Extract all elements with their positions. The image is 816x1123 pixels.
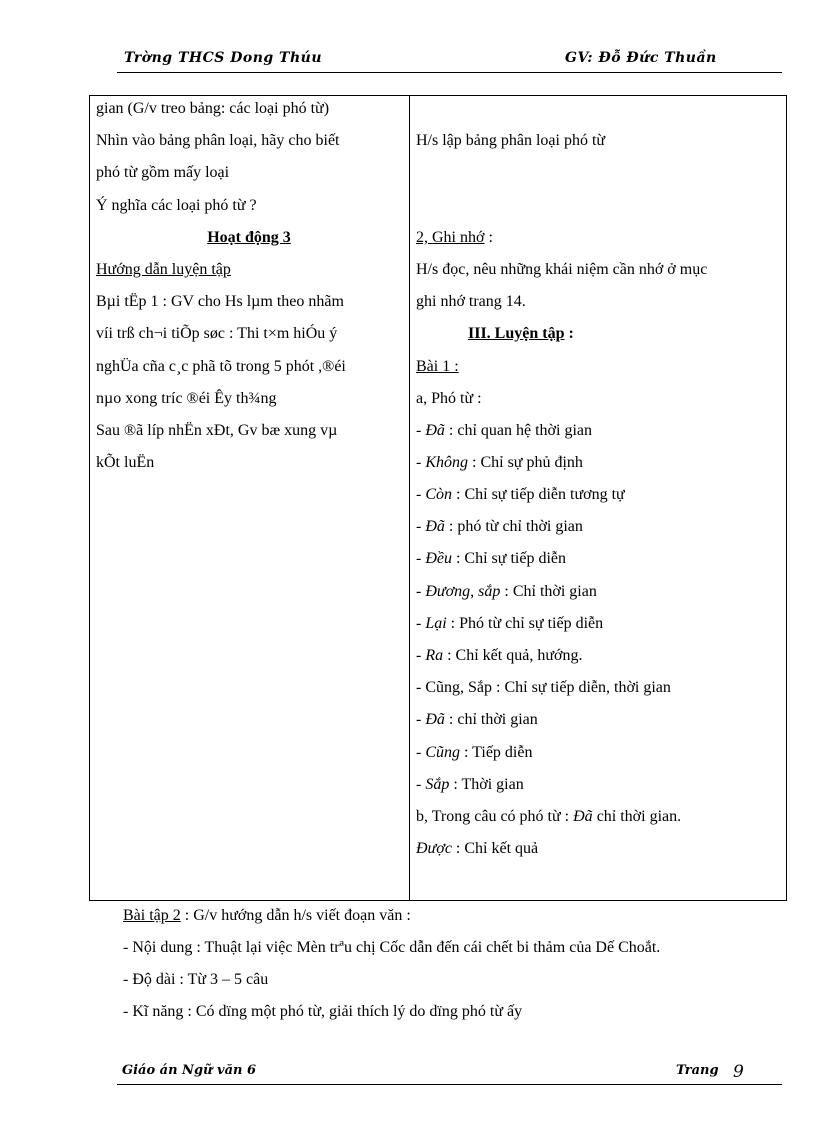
- adverb-desc: : phó từ chỉ thời gian: [444, 518, 583, 535]
- memorize-colon: :: [484, 229, 493, 246]
- part-a-heading: a, Phó từ :: [416, 390, 482, 407]
- adverb-item: - Sắp : Thời gian: [416, 776, 524, 793]
- part-b-prefix: b, Trong câu có phó từ :: [416, 808, 574, 825]
- adverb-desc: : Chỉ sự tiếp diễn tương tự: [452, 486, 625, 503]
- adverb-word: Ra: [425, 647, 444, 664]
- adverb-desc: : Chỉ kết quả, hướng.: [443, 647, 583, 664]
- adverb-word: Đã: [425, 518, 445, 535]
- header-school: Trờng THCS Dong Thúu: [124, 50, 323, 66]
- footer-rule: [117, 1084, 782, 1085]
- adverb-word: Đã: [425, 422, 445, 439]
- footer-page-label: Trang: [676, 1063, 719, 1078]
- left-line-9: nghÜa cña c¸c phã tõ trong 5 phót ,®éi: [96, 358, 346, 375]
- left-line-10: nµo xong tríc ®éi Êy th¾ng: [96, 390, 277, 407]
- memorize-label: 2, Ghi nhớ: [416, 229, 485, 246]
- skill-requirement: - Kĩ năng : Có dïng một phó từ, giải thích lý do dïng phó từ ấy: [123, 1003, 523, 1020]
- exercise-2-label: Bài tập 2: [123, 907, 181, 924]
- memorize-heading: [416, 228, 493, 248]
- adverb-item: - Đã : phó từ chỉ thời gian: [416, 518, 583, 535]
- adverb-desc: : Chỉ sự phủ định: [468, 454, 583, 471]
- adverb-desc: : Chỉ thời gian: [500, 583, 597, 600]
- part-b-line: [416, 807, 681, 827]
- adverb-item: - Cũng : Tiếp diễn: [416, 744, 533, 761]
- practice-label: III. Luyện tập: [468, 325, 565, 342]
- part-b-text: chỉ thời gian.: [592, 808, 682, 825]
- adverb-word: Cũng: [425, 744, 460, 761]
- left-line-1: gian (G/v treo bảng: các loại phó từ): [96, 100, 330, 117]
- content-requirement: - Nội dung : Thuật lại việc Mèn trªu chị Cốc dẫn đến cái chết bi thảm của Dế Choắt.: [123, 939, 661, 956]
- left-line-12: kÕt luËn: [96, 454, 155, 471]
- adverb-word: Đều: [425, 550, 452, 567]
- length-requirement: - Độ dài : Từ 3 – 5 câu: [123, 971, 269, 988]
- practice-guide-heading: Hướng dẫn luyện tập: [96, 261, 231, 278]
- result-word: Được: [416, 840, 452, 857]
- left-line-4: Ý nghĩa các loại phó từ ?: [96, 197, 257, 214]
- result-line: [416, 839, 538, 859]
- right-line-3: H/s đọc, nêu những khái niệm cần nhớ ở mục: [416, 261, 708, 278]
- adverb-desc: : Chỉ sự tiếp diễn: [451, 550, 566, 567]
- lesson-table: [89, 95, 787, 901]
- right-line-1: H/s lập bảng phân loại phó từ: [416, 132, 606, 149]
- left-line-7: Bµi tËp 1 : GV cho Hs lµm theo nhãm: [96, 293, 344, 310]
- adverb-word: Sắp: [425, 776, 450, 793]
- adverb-word: Còn: [425, 486, 452, 503]
- right-line-4: ghi nhớ trang 14.: [416, 293, 526, 310]
- adverb-desc: : Phó từ chỉ sự tiếp diễn: [446, 615, 604, 632]
- adverb-item: - Còn : Chỉ sự tiếp diễn tương tự: [416, 486, 625, 503]
- adverb-item: - Ra : Chỉ kết quả, hướng.: [416, 647, 583, 664]
- left-line-11: Sau ®ã líp nhËn xÐt, Gv bæ xung vµ: [96, 422, 338, 439]
- page-number: 9: [733, 1062, 744, 1082]
- adverb-item: - Không : Chỉ sự phủ định: [416, 454, 583, 471]
- column-divider: [409, 96, 410, 900]
- adverb-desc: : Thời gian: [449, 776, 524, 793]
- adverb-item-combined: - Cũng, Sắp : Chỉ sự tiếp diễn, thời gian: [416, 679, 671, 696]
- part-b-word: Đã: [573, 808, 593, 825]
- left-line-2: Nhìn vào bảng phân loại, hãy cho biết: [96, 132, 340, 149]
- header-teacher: GV: Đỗ Đức Thuần: [565, 50, 717, 66]
- adverb-item: - Đương, sắp : Chỉ thời gian: [416, 583, 597, 600]
- header-rule: [117, 72, 782, 73]
- footer-title: Giáo án Ngữ văn 6: [122, 1063, 257, 1078]
- adverb-word: Đương, sắp: [425, 583, 501, 600]
- practice-heading: [468, 324, 574, 344]
- adverb-word: Đã: [425, 711, 445, 728]
- adverb-word: Không: [425, 454, 468, 471]
- exercise-2-text: : G/v hướng dẫn h/s viết đoạn văn :: [180, 907, 411, 924]
- left-line-3: phó từ gồm mấy loại: [96, 164, 230, 181]
- adverb-desc: : Tiếp diễn: [460, 744, 533, 761]
- result-text: : Chỉ kết quả: [451, 840, 539, 857]
- exercise-2-line: [123, 906, 411, 926]
- activity-heading: Hoạt động 3: [207, 229, 291, 246]
- adverb-item: - Đều : Chỉ sự tiếp diễn: [416, 550, 566, 567]
- adverb-item: - Đã : chỉ thời gian: [416, 711, 538, 728]
- exercise-1-heading: Bài 1 :: [416, 358, 459, 375]
- adverb-word: Lại: [425, 615, 447, 632]
- adverb-desc: : chỉ thời gian: [444, 711, 538, 728]
- adverb-item: - Lại : Phó từ chỉ sự tiếp diễn: [416, 615, 604, 632]
- left-line-8: víi trß ch¬i tiÕp søc : Thi t×m hiÓu ý: [96, 325, 338, 342]
- adverb-item: - Đã : chỉ quan hệ thời gian: [416, 422, 592, 439]
- practice-colon: :: [564, 325, 574, 342]
- adverb-desc: : chỉ quan hệ thời gian: [444, 422, 592, 439]
